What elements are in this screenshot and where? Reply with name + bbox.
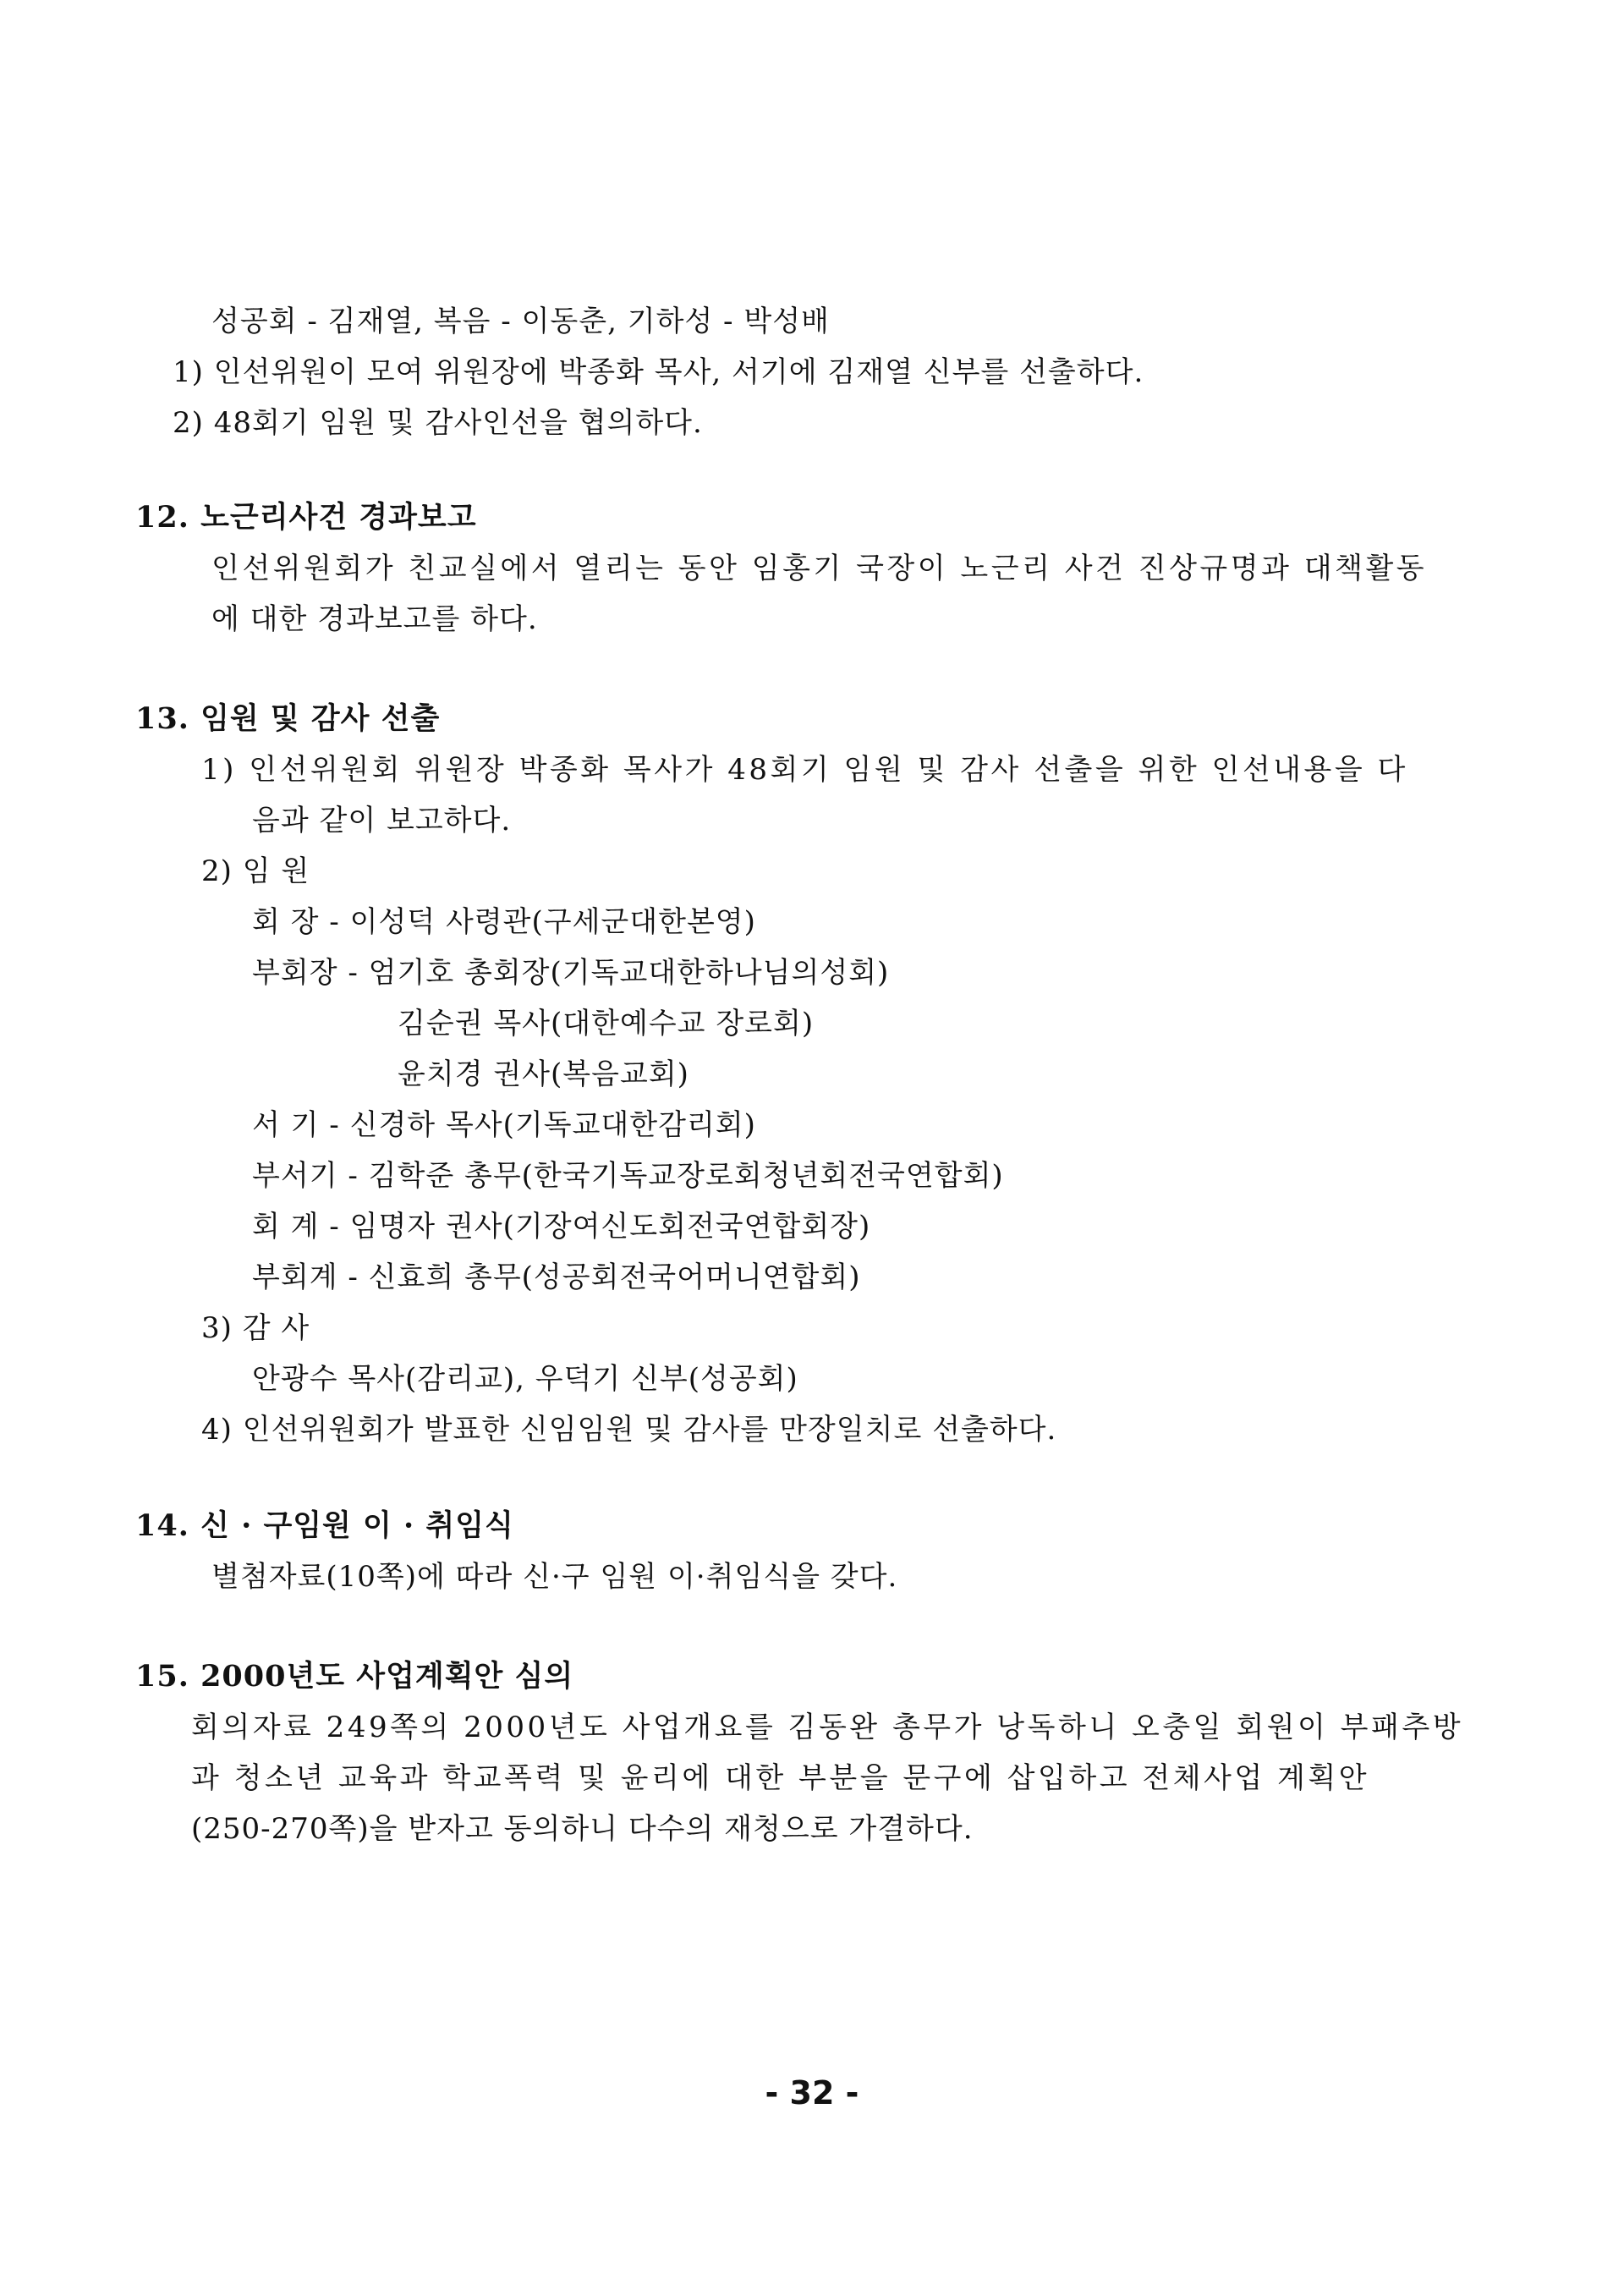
- officer-secretary: 서 기 - 신경하 목사(기독교대한감리회): [252, 1108, 756, 1142]
- section-12-body-line-2: 에 대한 경과보고를 하다.: [211, 602, 538, 636]
- section-13-item-3-label: 3) 감 사: [201, 1311, 310, 1345]
- members-line: 성공회 - 김재열, 복음 - 이동춘, 기하성 - 박성배: [211, 305, 830, 338]
- officer-president: 회 장 - 이성덕 사령관(구세군대한본영): [252, 905, 756, 939]
- page-number: - 32 -: [765, 2074, 859, 2112]
- section-15-body-line-2: 과 청소년 교육과 학교폭력 및 윤리에 대한 부분을 문구에 삽입하고 전체사업 계획안: [191, 1761, 1370, 1795]
- intro-item-1: 1) 인선위원이 모여 위원장에 박종화 목사, 서기에 김재열 신부를 선출하다.: [173, 355, 1144, 389]
- intro-item-2: 2) 48회기 임원 및 감사인선을 협의하다.: [173, 406, 703, 440]
- section-13-item-2-label: 2) 임 원: [201, 854, 310, 888]
- section-12-heading: 12. 노근리사건 경과보고: [135, 500, 477, 535]
- officer-vice-president-1: 부회장 - 엄기호 총회장(기독교대한하나님의성회): [252, 956, 890, 990]
- section-13-item-4: 4) 인선위원회가 발표한 신임임원 및 감사를 만장일치로 선출하다.: [201, 1413, 1057, 1447]
- section-13-item-1-line-1: 1) 인선위원회 위원장 박종화 목사가 48회기 임원 및 감사 선출을 위한 인선내용을 다: [201, 753, 1408, 787]
- section-14-heading: 14. 신 · 구임원 이 · 취임식: [135, 1508, 514, 1543]
- section-15-body-line-1: 회의자료 249쪽의 2000년도 사업개요를 김동완 총무가 낭독하니 오충일 회원이 부패추방: [191, 1711, 1464, 1744]
- section-15-body-line-3: (250-270쪽)을 받자고 동의하니 다수의 재청으로 가결하다.: [191, 1812, 974, 1846]
- section-15-heading: 15. 2000년도 사업계획안 심의: [135, 1659, 574, 1694]
- section-12-body-line-1: 인선위원회가 친교실에서 열리는 동안 임홍기 국장이 노근리 사건 진상규명과 대책활동: [211, 552, 1428, 585]
- officer-vice-president-2: 김순권 목사(대한예수교 장로회): [398, 1007, 815, 1041]
- section-14-body: 별첨자료(10쪽)에 따라 신·구 임원 이·취임식을 갖다.: [211, 1560, 898, 1594]
- auditors-line: 안광수 목사(감리교), 우덕기 신부(성공회): [252, 1362, 798, 1396]
- section-13-item-1-line-2: 음과 같이 보고하다.: [252, 804, 512, 837]
- officer-vice-treasurer: 부회계 - 신효희 총무(성공회전국어머니연합회): [252, 1260, 861, 1294]
- section-13-heading: 13. 임원 및 감사 선출: [135, 701, 441, 736]
- officer-treasurer: 회 계 - 임명자 권사(기장여신도회전국연합회장): [252, 1210, 871, 1244]
- officer-vice-secretary: 부서기 - 김학준 총무(한국기독교장로회청년회전국연합회): [252, 1159, 1004, 1193]
- officer-vice-president-3: 윤치경 권사(복음교회): [398, 1057, 689, 1091]
